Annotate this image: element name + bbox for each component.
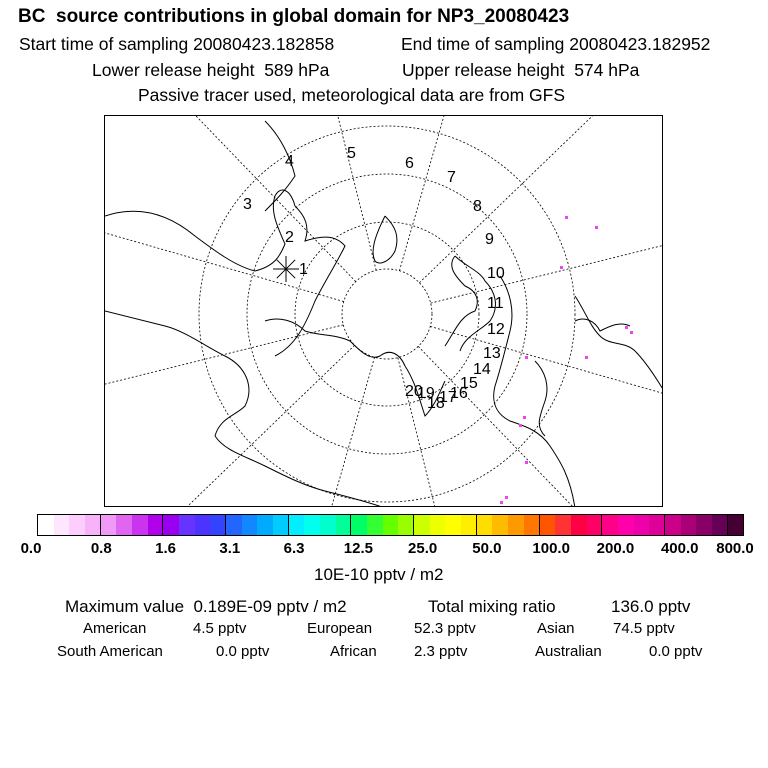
colorbar-tick-label: 0.0 xyxy=(20,540,42,557)
colorbar-cell xyxy=(602,515,618,535)
latitude-circle xyxy=(342,269,432,359)
trajectory-label: 12 xyxy=(487,321,505,338)
meridian-line xyxy=(431,145,663,303)
colorbar-cell xyxy=(540,515,556,535)
colorbar-tick-label: 400.0 xyxy=(660,540,699,557)
colorbar-cell xyxy=(477,515,493,535)
polar-map xyxy=(104,115,663,507)
release-marker xyxy=(273,256,299,282)
trajectory-label: 4 xyxy=(285,153,294,170)
colorbar-cell xyxy=(430,515,446,535)
colorbar-cell xyxy=(351,515,367,535)
colorbar-cell xyxy=(398,515,414,535)
max-value: Maximum value 0.189E-09 pptv / m2 xyxy=(65,597,347,616)
colorbar-cell xyxy=(226,515,242,535)
meridian-line xyxy=(418,346,663,507)
colorbar-cell xyxy=(304,515,320,535)
colorbar-cell xyxy=(54,515,70,535)
colorbar-tick-label: 100.0 xyxy=(532,540,570,557)
plume-pixel xyxy=(630,331,633,334)
trajectory-label: 8 xyxy=(473,198,482,215)
colorbar-cell xyxy=(367,515,383,535)
colorbar-cell xyxy=(210,515,226,535)
trajectory-label: 19 xyxy=(417,385,435,402)
plume-pixel xyxy=(525,461,528,464)
meridian-line xyxy=(419,116,663,283)
trajectory-label: 1 xyxy=(299,261,308,278)
colorbar-cell xyxy=(273,515,289,535)
plume-pixel xyxy=(525,356,528,359)
coastlines xyxy=(105,121,663,507)
plume-pixel xyxy=(625,326,628,329)
colorbar-cell xyxy=(492,515,508,535)
trajectory-label: 15 xyxy=(460,375,478,392)
map-svg xyxy=(105,116,663,507)
colorbar-cell xyxy=(163,515,179,535)
colorbar-cell xyxy=(242,515,258,535)
trajectory-label: 10 xyxy=(487,265,505,282)
plume-pixel xyxy=(519,424,522,427)
trajectory-label: 20 xyxy=(405,383,423,400)
latitude-circle xyxy=(199,126,575,502)
latitude-circle xyxy=(295,222,479,406)
colorbar-cell xyxy=(728,515,744,535)
end-time: End time of sampling 20080423.182952 xyxy=(401,34,711,54)
colorbar-cell xyxy=(383,515,399,535)
colorbar-tick-label: 800.0 xyxy=(716,540,754,557)
meridian-line xyxy=(105,345,355,507)
start-time: Start time of sampling 20080423.182858 xyxy=(19,34,335,54)
colorbar-cell xyxy=(571,515,587,535)
meridian-line xyxy=(105,116,356,282)
colorbar-tick-label: 3.1 xyxy=(219,540,241,557)
plume-pixel xyxy=(565,216,568,219)
trajectory-label: 13 xyxy=(483,345,501,362)
colorbar-cell xyxy=(195,515,211,535)
colorbar-cell xyxy=(148,515,164,535)
trajectory-label: 16 xyxy=(450,385,468,402)
coastline-path xyxy=(215,436,385,507)
colorbar-cell xyxy=(587,515,603,535)
region-value: 0.0 pptv xyxy=(649,643,703,660)
colorbar-cell xyxy=(649,515,665,535)
trajectory-label: 2 xyxy=(285,229,294,246)
colorbar-cell xyxy=(681,515,697,535)
region-name: Australian xyxy=(535,643,602,660)
colorbar-cell xyxy=(320,515,336,535)
coastline-path xyxy=(105,190,295,271)
trajectory-label: 6 xyxy=(405,155,414,172)
plume-pixel xyxy=(505,496,508,499)
region-name: American xyxy=(83,620,147,637)
colorbar-unit: 10E-10 pptv / m2 xyxy=(314,565,444,584)
meridian-line xyxy=(194,357,375,507)
colorbar-cell xyxy=(85,515,101,535)
region-value: 4.5 pptv xyxy=(193,620,247,637)
trajectory-label: 14 xyxy=(473,361,491,378)
colorbar-tick-label: 1.6 xyxy=(155,540,176,557)
colorbar-cell xyxy=(414,515,430,535)
trajectory-label: 7 xyxy=(447,169,456,186)
region-value: 0.0 pptv xyxy=(216,643,270,660)
plume-pixel xyxy=(595,226,598,229)
colorbar-cell xyxy=(445,515,461,535)
plume-pixel xyxy=(523,416,526,419)
region-name: South American xyxy=(57,643,163,660)
region-name: African xyxy=(330,643,377,660)
region-name: European xyxy=(307,620,373,637)
colorbar-cell xyxy=(132,515,148,535)
latitude-circle xyxy=(247,174,527,454)
trajectory-label: 5 xyxy=(347,145,356,162)
region-value: 52.3 pptv xyxy=(414,620,476,637)
total-mixing-label: Total mixing ratio xyxy=(428,597,556,616)
colorbar-tick-label: 25.0 xyxy=(408,540,438,557)
upper-release-height: Upper release height 574 hPa xyxy=(402,60,640,80)
colorbar-cell xyxy=(665,515,681,535)
plume-pixel xyxy=(500,501,503,504)
colorbar-cell xyxy=(508,515,524,535)
trajectory-label: 3 xyxy=(243,196,252,213)
plume-pixel xyxy=(560,266,563,269)
colorbar-cell xyxy=(634,515,650,535)
colorbar-cell xyxy=(524,515,540,535)
colorbar-cell xyxy=(38,515,54,535)
coastline-path xyxy=(510,421,575,507)
meridian-line xyxy=(218,116,376,270)
region-name: Asian xyxy=(537,620,575,637)
tracer-note: Passive tracer used, meteorological data are from GFS xyxy=(138,85,565,105)
lower-release-height: Lower release height 589 hPa xyxy=(92,60,330,80)
colorbar xyxy=(37,514,744,536)
colorbar-cell xyxy=(257,515,273,535)
coastline-path xyxy=(373,216,397,263)
plot-title: BC source contributions in global domain for NP3_20080423 xyxy=(18,6,570,27)
coastline-path xyxy=(575,319,630,331)
coastline-path xyxy=(105,311,249,436)
trajectory-label: 11 xyxy=(487,295,504,312)
colorbar-tick-label: 0.8 xyxy=(90,540,112,557)
colorbar-cell xyxy=(179,515,195,535)
trajectory-label: 17 xyxy=(439,389,457,406)
coastline-path xyxy=(535,361,547,436)
total-mixing-value: 136.0 pptv xyxy=(611,597,691,616)
colorbar-cell xyxy=(461,515,477,535)
colorbar-cell xyxy=(696,515,712,535)
colorbar-cell xyxy=(555,515,571,535)
colorbar-tick-label: 50.0 xyxy=(472,540,502,557)
plume-pixel xyxy=(585,356,588,359)
trajectory-label: 18 xyxy=(427,395,445,412)
colorbar-tick-label: 6.3 xyxy=(283,540,305,557)
colorbar-cell xyxy=(336,515,352,535)
colorbar-cell xyxy=(69,515,85,535)
region-value: 74.5 pptv xyxy=(613,620,675,637)
colorbar-cell xyxy=(116,515,132,535)
colorbar-tick-label: 200.0 xyxy=(596,540,635,557)
region-value: 2.3 pptv xyxy=(414,643,468,660)
coastline-path xyxy=(575,296,663,391)
colorbar-cell xyxy=(618,515,634,535)
colorbar-tick-label: 12.5 xyxy=(343,540,373,557)
colorbar-cell xyxy=(289,515,305,535)
colorbar-cell xyxy=(101,515,117,535)
meridian-line xyxy=(105,325,343,483)
trajectory-label: 9 xyxy=(485,231,494,248)
colorbar-cell xyxy=(712,515,728,535)
